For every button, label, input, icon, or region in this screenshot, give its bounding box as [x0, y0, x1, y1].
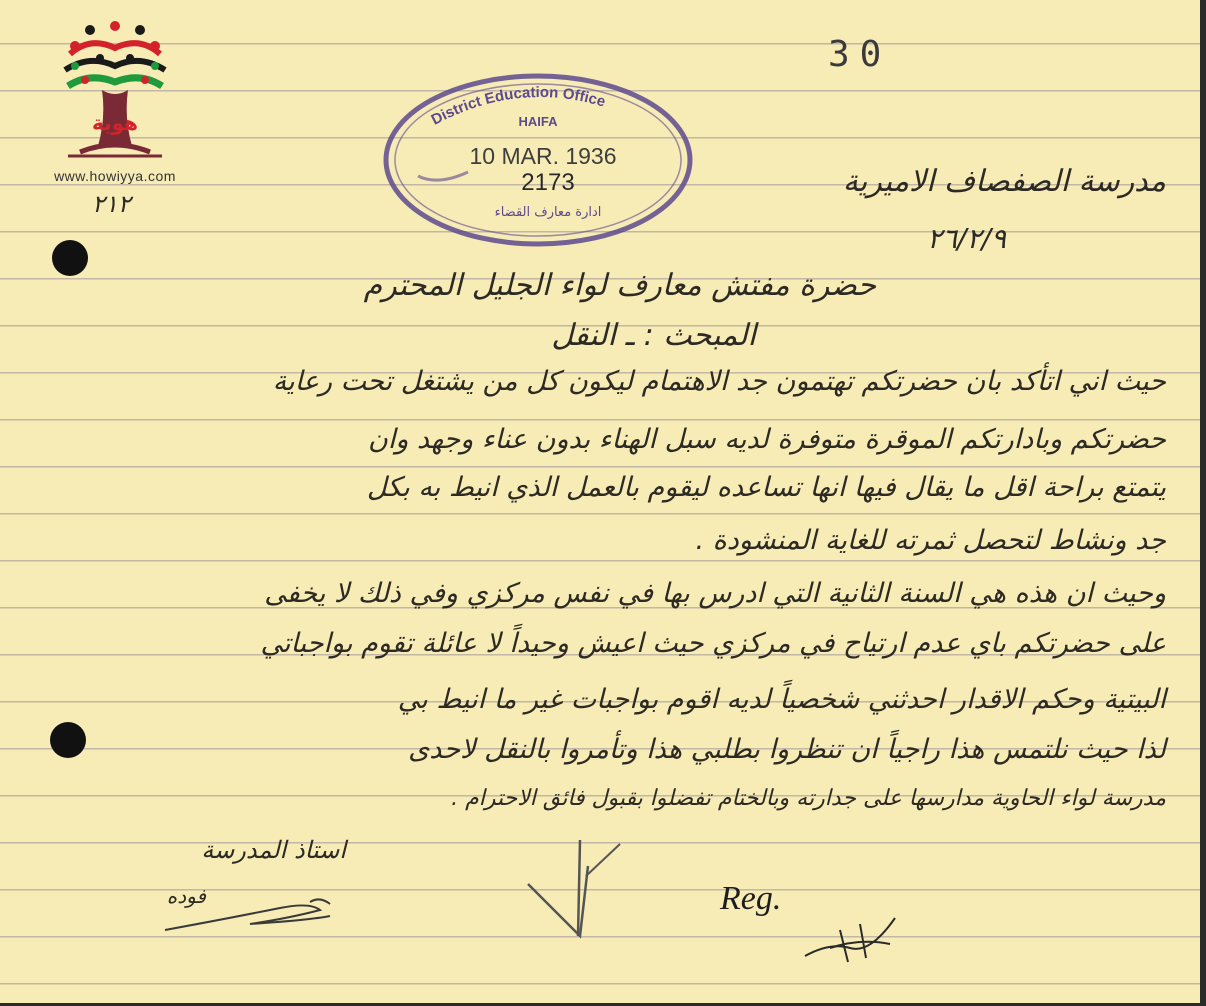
stamp-arabic-text: ادارة معارف القضاء [494, 205, 602, 220]
stamp-number-text: 2173 [521, 169, 575, 196]
district-education-office-stamp [378, 68, 698, 248]
registry-mark: Reg. [720, 880, 782, 917]
subject-line: المبحث : ـ النقل [551, 318, 756, 353]
tree-logo-icon [40, 18, 190, 168]
body-line-9: مدرسة لواء الحاوية مدارسها على جدارته وبالختام تفضلوا بقبول فائق الاحترام . [451, 786, 1166, 811]
teacher-signature-icon [160, 890, 340, 940]
logo-wordmark: هوية [91, 111, 139, 135]
sign-name: فوده [166, 884, 206, 908]
scan-edge-right [1200, 0, 1206, 1006]
body-line-5: وحيث ان هذه هي السنة الثانية التي ادرس بها في نفس مركزي وفي ذلك لا يخفى [264, 578, 1166, 609]
punch-hole-bottom [50, 722, 86, 758]
punch-hole-top [52, 240, 88, 276]
logo-url-text: www.howiyya.com [54, 168, 176, 184]
date-line: ٢٦/٢/٩ [926, 222, 1006, 255]
stamp-city-text: HAIFA [518, 114, 558, 129]
marginal-mark: ٢١٢ [92, 190, 131, 218]
registry-initials-icon [800, 908, 910, 968]
howiyya-logo [40, 18, 190, 188]
body-line-3: يتمتع براحة اقل ما يقال فيها انها تساعده ليقوم بالعمل الذي انيط به بكل [366, 472, 1166, 503]
body-line-4: جد ونشاط لتحصل ثمرته للغاية المنشودة . [695, 525, 1166, 556]
body-line-7: البيتية وحكم الاقدار احدثني شخصياً لديه اقوم بواجبات غير ما انيط بي [397, 684, 1166, 715]
school-line: مدرسة الصفصاف الاميرية [842, 164, 1166, 199]
page-number: 30 [828, 34, 892, 75]
body-line-2: حضرتكم وبادارتكم الموقرة متوفرة لديه سبل الهناء بدون عناء وجهد وان [367, 424, 1166, 455]
addressee-line: حضرة مفتش معارف لواء الجليل المحترم [363, 268, 876, 303]
stamp-org-text: District Education Office [428, 83, 608, 129]
body-line-1: حيث اني اتأكد بان حضرتكم تهتمون جد الاهتمام ليكون كل من يشتغل تحت رعاية [272, 366, 1166, 397]
sign-title: استاذ المدرسة [201, 836, 346, 864]
inspector-mark-icon [520, 836, 640, 946]
stamp-date-text: 10 MAR. 1936 [469, 143, 617, 169]
body-line-6: على حضرتكم باي عدم ارتياح في مركزي حيث اعيش وحيداً لا عائلة تقوم بواجباتي [260, 628, 1166, 659]
body-line-8: لذا حيث نلتمس هذا راجياً ان تنظروا بطلبي هذا وتأمروا بالنقل لاحدى [408, 734, 1166, 765]
